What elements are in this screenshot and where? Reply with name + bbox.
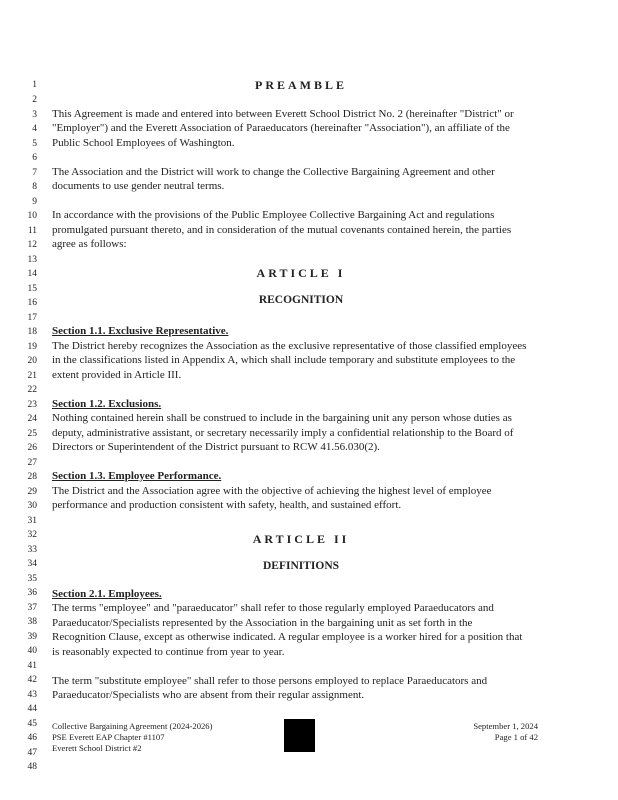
line-number: 39 bbox=[27, 632, 37, 642]
line-number: 17 bbox=[27, 313, 37, 323]
line-number: 9 bbox=[32, 197, 37, 207]
line-number: 31 bbox=[27, 516, 37, 526]
line-number: 36 bbox=[27, 588, 37, 598]
line-number: 3 bbox=[32, 110, 37, 120]
article-1-subheading: RECOGNITION bbox=[258, 294, 344, 306]
line-number: 26 bbox=[27, 443, 37, 453]
paragraph-line: In accordance with the provisions of the Public Employee Collective Bargaining Act and regulations bbox=[52, 209, 495, 221]
line-number: 16 bbox=[27, 298, 37, 308]
line-number: 14 bbox=[27, 269, 37, 279]
paragraph-line: deputy, administrative assistant, or secretary necessarily imply a confidential relationship to the Board of bbox=[52, 427, 514, 439]
paragraph-line: Public School Employees of Washington. bbox=[52, 137, 235, 149]
line-number: 41 bbox=[27, 661, 37, 671]
line-number: 10 bbox=[27, 211, 37, 221]
footer-date: September 1, 2024 bbox=[473, 721, 538, 731]
line-number: 11 bbox=[27, 226, 37, 236]
line-number: 27 bbox=[27, 458, 37, 468]
preamble-heading: PREAMBLE bbox=[254, 78, 347, 92]
line-number: 42 bbox=[27, 675, 37, 685]
line-number: 21 bbox=[27, 371, 37, 381]
section-2-1-title: Section 2.1. Employees. bbox=[52, 588, 162, 600]
paragraph-line: documents to use gender neutral terms. bbox=[52, 180, 225, 192]
line-number: 12 bbox=[27, 240, 37, 250]
line-number: 22 bbox=[27, 385, 37, 395]
footer-page-number: Page 1 of 42 bbox=[494, 732, 538, 742]
paragraph-line: This Agreement is made and entered into between Everett School District No. 2 (hereinafter "District" or bbox=[52, 108, 514, 120]
line-number: 37 bbox=[27, 603, 37, 613]
paragraph-line: The term "substitute employee" shall refer to those persons employed to replace Paraeducators and bbox=[52, 675, 488, 687]
line-number: 1 bbox=[32, 80, 37, 90]
line-number: 47 bbox=[27, 748, 37, 758]
line-number: 6 bbox=[32, 153, 37, 163]
paragraph-line: extent provided in Article III. bbox=[52, 369, 182, 381]
paragraph-line: Directors or Superintendent of the District pursuant to RCW 41.56.030(2). bbox=[52, 441, 380, 453]
footer-document-title: Collective Bargaining Agreement (2024-2026) bbox=[52, 721, 213, 731]
paragraph-line: is reasonably expected to continue from year to year. bbox=[52, 646, 285, 658]
line-number: 13 bbox=[27, 255, 37, 265]
line-number: 4 bbox=[32, 124, 37, 134]
paragraph-line: The District hereby recognizes the Association as the exclusive representative of those classified employees bbox=[52, 340, 527, 352]
paragraph-line: promulgated pursuant thereto, and in consideration of the mutual covenants contained herein, the parties bbox=[52, 224, 512, 236]
line-number: 34 bbox=[27, 559, 37, 569]
line-number: 8 bbox=[32, 182, 37, 192]
section-1-3-title: Section 1.3. Employee Performance. bbox=[52, 470, 222, 482]
paragraph-line: The Association and the District will work to change the Collective Bargaining Agreement and other bbox=[52, 166, 495, 178]
black-square-mark bbox=[284, 719, 315, 752]
line-number: 32 bbox=[27, 530, 37, 540]
paragraph-line: The District and the Association agree with the objective of achieving the highest level of employee bbox=[52, 485, 492, 497]
line-number: 44 bbox=[27, 704, 37, 714]
line-number: 24 bbox=[27, 414, 37, 424]
line-number: 18 bbox=[27, 327, 37, 337]
line-number: 48 bbox=[27, 762, 37, 772]
line-number: 35 bbox=[27, 574, 37, 584]
footer-district: Everett School District #2 bbox=[52, 743, 142, 753]
line-number: 29 bbox=[27, 487, 37, 497]
paragraph-line: "Employer") and the Everett Association of Paraeducators (hereinafter "Association"), an affiliate of the bbox=[52, 122, 510, 134]
line-number: 45 bbox=[27, 719, 37, 729]
line-number: 38 bbox=[27, 617, 37, 627]
line-number: 7 bbox=[32, 168, 37, 178]
line-number: 25 bbox=[27, 429, 37, 439]
section-1-1-title: Section 1.1. Exclusive Representative. bbox=[52, 325, 229, 337]
line-number: 19 bbox=[27, 342, 37, 352]
line-number: 33 bbox=[27, 545, 37, 555]
paragraph-line: agree as follows: bbox=[52, 238, 127, 250]
line-number: 5 bbox=[32, 139, 37, 149]
line-number: 43 bbox=[27, 690, 37, 700]
paragraph-line: performance and production consistent with safety, health, and sustained effort. bbox=[52, 499, 402, 511]
line-number: 20 bbox=[27, 356, 37, 366]
paragraph-line: Paraeducator/Specialists who are absent from their regular assignment. bbox=[52, 689, 365, 701]
line-number: 30 bbox=[27, 501, 37, 511]
article-2-heading: ARTICLE II bbox=[252, 532, 350, 546]
line-number: 2 bbox=[32, 95, 37, 105]
paragraph-line: The terms "employee" and "paraeducator" shall refer to those regularly employed Paraeducators and bbox=[52, 602, 494, 614]
line-number: 28 bbox=[27, 472, 37, 482]
line-number: 40 bbox=[27, 646, 37, 656]
line-number: 46 bbox=[27, 733, 37, 743]
paragraph-line: Paraeducator/Specialists represented by the Association in the bargaining unit as set forth in the bbox=[52, 617, 473, 629]
line-number: 15 bbox=[27, 284, 37, 294]
line-number: 23 bbox=[27, 400, 37, 410]
article-2-subheading: DEFINITIONS bbox=[262, 560, 340, 572]
paragraph-line: in the classifications listed in Appendix A, which shall include temporary and substitute employees to the bbox=[52, 354, 516, 366]
paragraph-line: Nothing contained herein shall be construed to include in the bargaining unit any person whose duties as bbox=[52, 412, 512, 424]
section-1-2-title: Section 1.2. Exclusions. bbox=[52, 398, 162, 410]
paragraph-line: Recognition Clause, except as otherwise indicated. A regular employee is a worker hired for a position that bbox=[52, 631, 523, 643]
article-1-heading: ARTICLE I bbox=[256, 266, 346, 280]
footer-chapter: PSE Everett EAP Chapter #1107 bbox=[52, 732, 165, 742]
